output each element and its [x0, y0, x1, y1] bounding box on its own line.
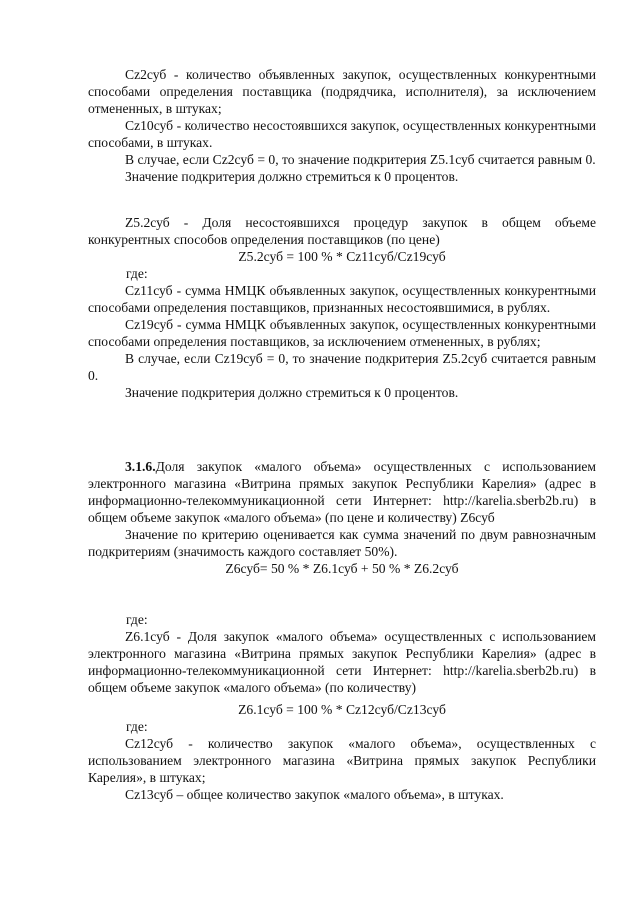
z5-1-target-note: Значение подкритерия должно стремиться к 0 процентов. — [125, 169, 459, 184]
section-text: Доля закупок «малого объема» осуществленных с использованием электронного магазина «Витрина прямых закупок Республики Карелия» (адрес в информационно-телекоммуникационной сети Интернет: http://karelia.sberb2b.ru) в общем объеме закупок «малого объема» (по цене и количеству) Z6суб — [88, 459, 596, 525]
cz13-definition: Cz13суб – общее количество закупок «малого объема», в штуках. — [125, 787, 504, 802]
cz10-definition: Cz10суб - количество несостоявшихся закупок, осуществленных конкурентными способами, в штуках. — [88, 118, 596, 150]
cz12-definition: Cz12суб - количество закупок «малого объема», осуществленных с использованием электронного магазина «Витрина прямых закупок Республики Карелия», в штуках; — [88, 736, 596, 785]
section-number: 3.1.6. — [125, 459, 156, 474]
section-3-1-6-heading — [88, 458, 596, 526]
z5-2-title: Z5.2суб - Доля несостоявшихся процедур закупок в общем объеме конкурентных способов определения поставщиков (по цене) — [88, 215, 596, 247]
subcriterion-z6-1 — [88, 611, 596, 803]
where-label-2: где: — [126, 719, 148, 734]
z6-1-formula: Z6.1суб = 100 % * Cz12суб/Cz13суб — [238, 702, 446, 717]
z6-formula: Z6суб= 50 % * Z6.1суб + 50 % * Z6.2суб — [225, 561, 459, 576]
subcriterion-z5-2 — [88, 214, 596, 401]
section-3-1-6 — [88, 458, 596, 577]
z5-2-target-note: Значение подкритерия должно стремиться к 0 процентов. — [125, 385, 459, 400]
cz2-definition: Cz2суб - количество объявленных закупок, осуществленных конкурентными способами определения поставщика (подрядчика, исполнителя), за исключением отмененных, в штуках; — [88, 67, 596, 116]
z5-2-zero-rule: В случае, если Cz19суб = 0, то значение подкритерия Z5.2суб считается равным 0. — [88, 351, 596, 383]
where-label: где: — [126, 612, 148, 627]
cz19-definition: Cz19суб - сумма НМЦК объявленных закупок, осуществленных конкурентными способами определения поставщиков, за исключением отмененных, в рублях; — [88, 317, 596, 349]
z5-2-formula: Z5.2суб = 100 % * Cz11суб/Cz19суб — [238, 249, 446, 264]
z6-description: Значение по критерию оценивается как сумма значений по двум равнозначным подкритериям (значимость каждого составляет 50%). — [88, 527, 596, 559]
where-label: где: — [126, 266, 148, 281]
z5-1-zero-rule: В случае, если Cz2суб = 0, то значение подкритерия Z5.1суб считается равным 0. — [125, 152, 596, 167]
subcriterion-z5-1-definitions — [88, 66, 596, 185]
cz11-definition: Cz11суб - сумма НМЦК объявленных закупок, осуществленных конкурентными способами определения поставщиков, признанных несостоявшимися, в рублях. — [88, 283, 596, 315]
z6-1-title: Z6.1суб - Доля закупок «малого объема» осуществленных с использованием электронного магазина «Витрина прямых закупок Республики Карелия» (адрес в информационно-телекоммуникационной сети Интернет: http://karelia.sberb2b.ru) в общем объеме закупок «малого объема» (по количеству) — [88, 629, 596, 695]
